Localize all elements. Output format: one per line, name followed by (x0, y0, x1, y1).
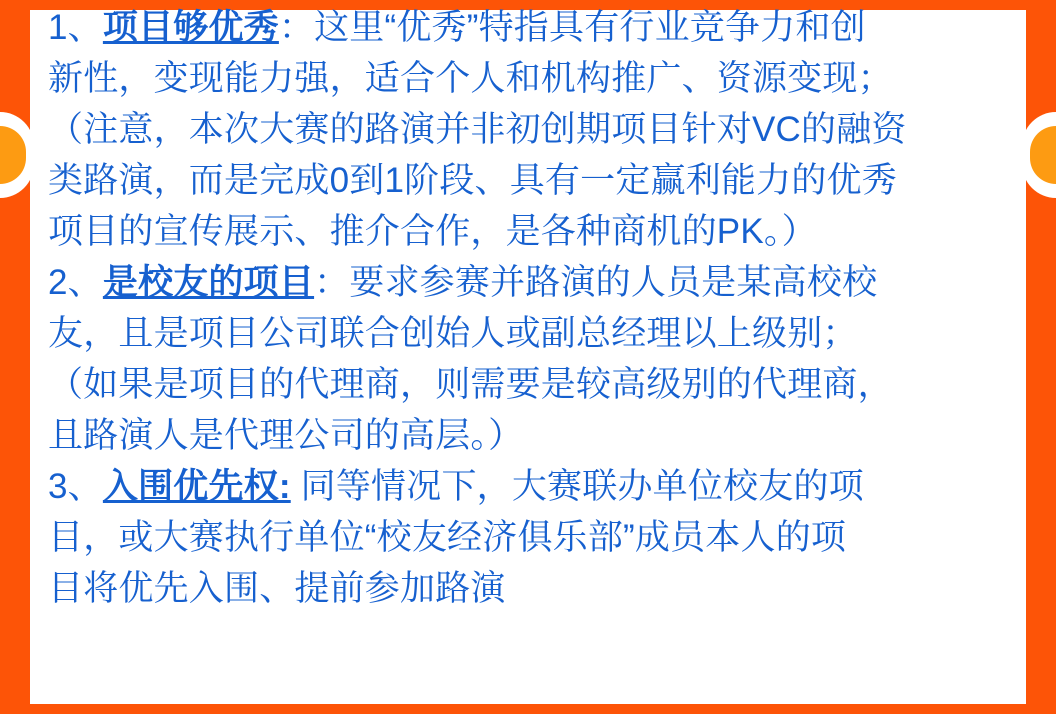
list-number: 3、 (48, 467, 103, 506)
line-text: 同等情况下，大赛联办单位校友的项 (290, 467, 864, 506)
line-text: 目将优先入围、提前参加路演 (48, 569, 506, 608)
decorative-right-bar (1026, 0, 1056, 714)
line-text: ：要求参赛并路演的人员是某高校校 (314, 263, 878, 302)
text-line (48, 308, 1010, 359)
line-text: 新性，变现能力强，适合个人和机构推广、资源变现； (48, 59, 893, 98)
line-text: （如果是项目的代理商，则需要是较高级别的代理商， (48, 365, 893, 404)
list-number: 1、 (48, 8, 103, 47)
text-line (48, 206, 1010, 257)
line-keyword: 入围优先权: (102, 467, 291, 506)
line-text: 类路演，而是完成0到1阶段、具有一定赢利能力的优秀 (48, 161, 897, 200)
decorative-left-bar (0, 0, 30, 714)
text-line (48, 104, 1010, 155)
text-line (48, 563, 1010, 614)
line-text: 项目的宣传展示、推介合作，是各种商机的PK。） (48, 212, 817, 251)
text-line (48, 512, 1010, 563)
line-text: 目，或大赛执行单位“校友经济俱乐部”成员本人的项 (48, 518, 847, 557)
text-line (48, 410, 1010, 461)
line-keyword: 项目够优秀 (102, 8, 279, 47)
line-text: 且路演人是代理公司的高层。） (48, 416, 524, 455)
line-text: ：这里“优秀”特指具有行业竞争力和创 (278, 8, 866, 47)
text-line (48, 2, 1010, 53)
decorative-bottom-bar (0, 704, 1056, 714)
text-line (48, 53, 1010, 104)
line-text: 友，且是项目公司联合创始人或副总经理以上级别； (48, 314, 858, 353)
text-line (48, 461, 1010, 512)
line-text: （注意，本次大赛的路演并非初创期项目针对VC的融资 (48, 110, 907, 149)
text-line (48, 257, 1010, 308)
line-keyword: 是校友的项目 (102, 263, 315, 302)
list-number: 2、 (48, 263, 103, 302)
document-body (48, 2, 1010, 614)
text-line (48, 359, 1010, 410)
text-line (48, 155, 1010, 206)
